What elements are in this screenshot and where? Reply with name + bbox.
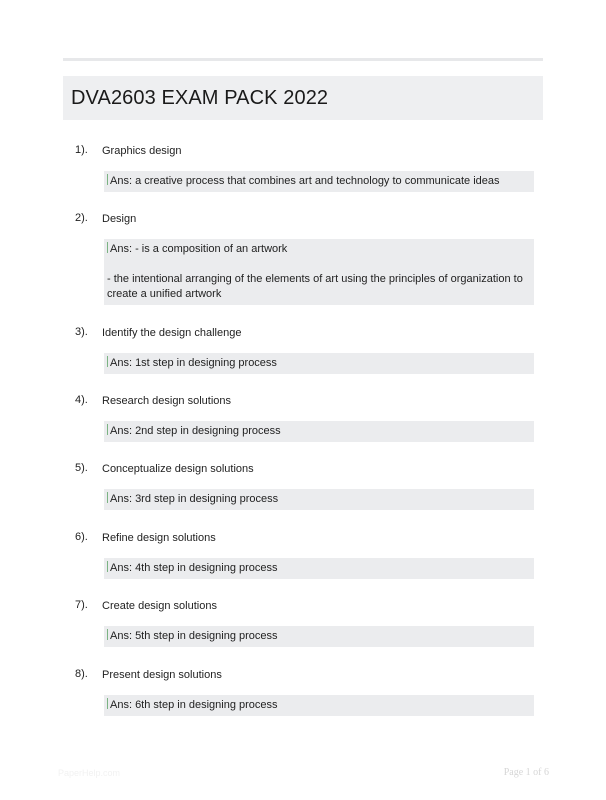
question-number: 5).	[75, 462, 88, 474]
question-text: Research design solutions	[102, 395, 232, 407]
answer-marker	[107, 629, 108, 640]
answer-line	[107, 174, 528, 189]
answer-line	[107, 242, 528, 257]
answer-line	[107, 492, 528, 507]
answer-box	[104, 421, 534, 442]
question-text: Conceptualize design solutions	[102, 463, 254, 475]
question-text: Design	[102, 213, 137, 225]
answer-text: Ans: 3rd step in designing process	[110, 493, 279, 505]
answer-text: Ans: a creative process that combines art and technology to communicate ideas	[110, 175, 500, 187]
answer-text: Ans: 2nd step in designing process	[110, 425, 281, 437]
question-text: Identify the design challenge	[102, 327, 242, 339]
answer-box	[104, 695, 534, 716]
answer-marker	[107, 356, 108, 367]
question-number: 3).	[75, 326, 88, 338]
page-number: Page 1 of 6	[503, 767, 549, 778]
answer-box	[104, 489, 534, 510]
answer-box	[104, 171, 534, 192]
question-number: 4).	[75, 394, 88, 406]
page-title: DVA2603 EXAM PACK 2022	[71, 86, 329, 109]
answer-line	[107, 272, 528, 302]
answer-marker	[107, 242, 108, 253]
question-number: 8).	[75, 668, 88, 680]
top-divider	[63, 58, 543, 61]
answer-marker	[107, 698, 108, 709]
question-text: Refine design solutions	[102, 532, 216, 544]
title-band	[63, 76, 543, 120]
answer-text: - the intentional arranging of the elements of art using the principles of organization to create a unified artwork	[107, 273, 523, 300]
answer-box	[104, 353, 534, 374]
answer-line	[107, 356, 528, 371]
answer-marker	[107, 174, 108, 185]
answer-text: Ans: 4th step in designing process	[110, 562, 278, 574]
answer-text: Ans: - is a composition of an artwork	[110, 243, 288, 255]
answer-marker	[107, 561, 108, 572]
question-text: Create design solutions	[102, 600, 217, 612]
answer-text: Ans: 6th step in designing process	[110, 699, 278, 711]
answer-marker	[107, 492, 108, 503]
answer-marker	[107, 424, 108, 435]
question-text: Present design solutions	[102, 669, 222, 681]
answer-line	[107, 629, 528, 644]
question-number: 2).	[75, 212, 88, 224]
answer-box	[104, 558, 534, 579]
question-number: 1).	[75, 144, 88, 156]
answer-text: Ans: 1st step in designing process	[110, 357, 277, 369]
question-text: Graphics design	[102, 145, 182, 157]
question-number: 7).	[75, 599, 88, 611]
answer-box	[104, 239, 534, 305]
answer-box	[104, 626, 534, 647]
answer-line	[107, 561, 528, 576]
footer-watermark: PaperHelp.com	[58, 768, 121, 778]
question-number: 6).	[75, 531, 88, 543]
answer-line	[107, 424, 528, 439]
answer-line	[107, 698, 528, 713]
answer-text: Ans: 5th step in designing process	[110, 630, 278, 642]
